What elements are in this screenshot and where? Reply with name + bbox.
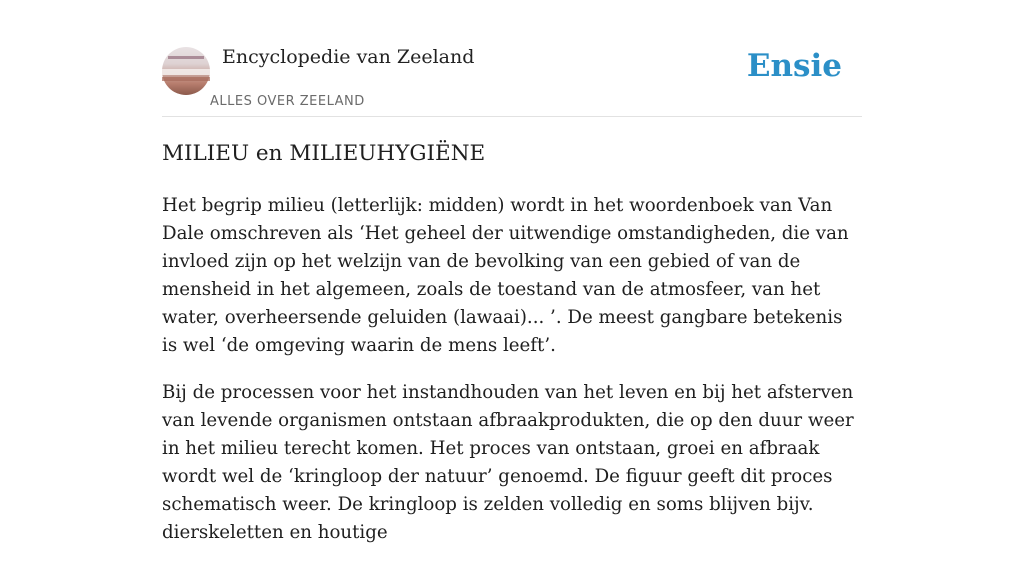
avatar-detail: [162, 77, 210, 81]
site-name-link[interactable]: Encyclopedie van Zeeland: [222, 46, 475, 68]
page-container: [162, 0, 862, 543]
article-title: MILIEU en MILIEUHYGIËNE: [162, 141, 486, 166]
avatar-detail: [168, 56, 204, 59]
avatar-detail: [162, 69, 210, 75]
site-tagline: ALLES OVER ZEELAND: [210, 94, 365, 109]
site-avatar[interactable]: [162, 47, 210, 95]
ensie-logo-link[interactable]: Ensie: [746, 48, 842, 84]
article-paragraph: Bij de processen voor het instandhouden van het leven en bij het afsterven van levende organismen ontstaan afbraakprodukten, die op den duur weer in het milieu terecht komen. Het proces van ontstaan, groei en afbraak wordt wel de ‘kringloop der natuur’ genoemd. De figuur geeft dit proces schematisch weer. De kringloop is zelden volledig en soms blijven bijv. dierskeletten en houtige: [162, 382, 854, 543]
article-paragraph: Het begrip milieu (letterlijk: midden) wordt in het woordenboek van Van Dale omschreven als ‘Het geheel der uitwendige omstandigheden, die van invloed zijn op het welzijn van de bevolking van een gebied of van de mensheid in het algemeen, zoals de toestand van de atmosfeer, van het water, overheersende geluiden (lawaai)... ’. De meest gangbare betekenis is wel ‘de omgeving waarin de mens leeft’.: [162, 195, 849, 356]
site-header: [162, 0, 862, 117]
article-body: [162, 192, 862, 566]
